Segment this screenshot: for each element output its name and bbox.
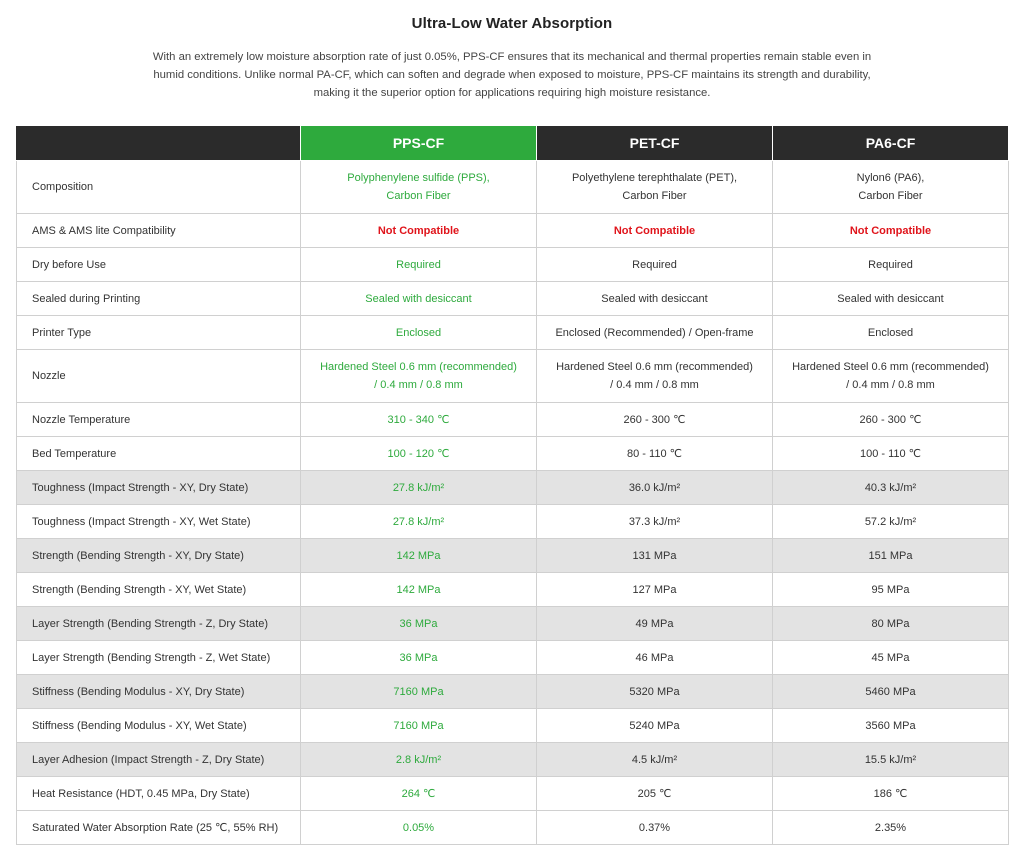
row-label: Stiffness (Bending Modulus - XY, Dry State) bbox=[17, 675, 301, 709]
pps-cf-value: 100 - 120 ℃ bbox=[301, 437, 537, 471]
pet-cf-value: 131 MPa bbox=[537, 539, 773, 573]
header-empty-cell bbox=[17, 126, 301, 161]
table-row bbox=[17, 471, 1009, 505]
pa6-cf-value: 45 MPa bbox=[773, 641, 1009, 675]
table-row bbox=[17, 505, 1009, 539]
row-label: Layer Strength (Bending Strength - Z, Dry State) bbox=[17, 607, 301, 641]
pa6-cf-value: 57.2 kJ/m² bbox=[773, 505, 1009, 539]
pet-cf-value: 5240 MPa bbox=[537, 709, 773, 743]
table-row bbox=[17, 403, 1009, 437]
table-row bbox=[17, 743, 1009, 777]
pps-cf-value: 264 ℃ bbox=[301, 777, 537, 811]
pps-cf-value: 7160 MPa bbox=[301, 709, 537, 743]
row-label: Nozzle bbox=[17, 350, 301, 403]
row-label: Strength (Bending Strength - XY, Wet State) bbox=[17, 573, 301, 607]
table-row bbox=[17, 214, 1009, 248]
row-label: Toughness (Impact Strength - XY, Dry State) bbox=[17, 471, 301, 505]
intro-paragraph: With an extremely low moisture absorption rate of just 0.05%, PPS-CF ensures that its mechanical and thermal properties remain stable even in humid conditions. Unlike normal PA-CF, which can soften and degrade when exposed to moisture, PPS-CF maintains its strength and durability, making it the superior option for applications requiring high moisture resistance. bbox=[152, 51, 872, 99]
row-label: Dry before Use bbox=[17, 248, 301, 282]
pet-cf-value: Required bbox=[537, 248, 773, 282]
pet-cf-value: Polyethylene terephthalate (PET), Carbon Fiber bbox=[537, 161, 773, 214]
header-pps-cf: PPS-CF bbox=[301, 126, 537, 161]
pet-cf-value: 37.3 kJ/m² bbox=[537, 505, 773, 539]
pet-cf-value: 46 MPa bbox=[537, 641, 773, 675]
pet-cf-value: Enclosed (Recommended) / Open-frame bbox=[537, 316, 773, 350]
pa6-cf-value: 100 - 110 ℃ bbox=[773, 437, 1009, 471]
table-header-row bbox=[17, 126, 1009, 161]
table-row bbox=[17, 282, 1009, 316]
pps-cf-value: Enclosed bbox=[301, 316, 537, 350]
row-label: Heat Resistance (HDT, 0.45 MPa, Dry State) bbox=[17, 777, 301, 811]
pa6-cf-value: 80 MPa bbox=[773, 607, 1009, 641]
row-label: Toughness (Impact Strength - XY, Wet State) bbox=[17, 505, 301, 539]
table-row bbox=[17, 248, 1009, 282]
table-row bbox=[17, 161, 1009, 214]
pet-cf-value: 260 - 300 ℃ bbox=[537, 403, 773, 437]
row-label: Stiffness (Bending Modulus - XY, Wet State) bbox=[17, 709, 301, 743]
table-row bbox=[17, 777, 1009, 811]
row-label: Layer Adhesion (Impact Strength - Z, Dry State) bbox=[17, 743, 301, 777]
pps-cf-value: 142 MPa bbox=[301, 573, 537, 607]
row-label: Printer Type bbox=[17, 316, 301, 350]
table-row bbox=[17, 811, 1009, 845]
row-label: Bed Temperature bbox=[17, 437, 301, 471]
pps-cf-value: 7160 MPa bbox=[301, 675, 537, 709]
pps-cf-value: 36 MPa bbox=[301, 641, 537, 675]
row-label: Nozzle Temperature bbox=[17, 403, 301, 437]
pet-cf-value: 127 MPa bbox=[537, 573, 773, 607]
pet-cf-value: 80 - 110 ℃ bbox=[537, 437, 773, 471]
pps-cf-value: 142 MPa bbox=[301, 539, 537, 573]
pps-cf-value: Required bbox=[301, 248, 537, 282]
pps-cf-value: 36 MPa bbox=[301, 607, 537, 641]
pet-cf-value: Sealed with desiccant bbox=[537, 282, 773, 316]
pps-cf-value: Polyphenylene sulfide (PPS), Carbon Fiber bbox=[301, 161, 537, 214]
pa6-cf-value: Enclosed bbox=[773, 316, 1009, 350]
table-body bbox=[17, 161, 1009, 845]
pet-cf-value: 5320 MPa bbox=[537, 675, 773, 709]
pa6-cf-value: 15.5 kJ/m² bbox=[773, 743, 1009, 777]
table-row bbox=[17, 573, 1009, 607]
pa6-cf-value: 40.3 kJ/m² bbox=[773, 471, 1009, 505]
pps-cf-value: 27.8 kJ/m² bbox=[301, 471, 537, 505]
pet-cf-value: 4.5 kJ/m² bbox=[537, 743, 773, 777]
row-label: Composition bbox=[17, 161, 301, 214]
pps-cf-value: Hardened Steel 0.6 mm (recommended) / 0.4 mm / 0.8 mm bbox=[301, 350, 537, 403]
row-label: Strength (Bending Strength - XY, Dry State) bbox=[17, 539, 301, 573]
pps-cf-value: 0.05% bbox=[301, 811, 537, 845]
table-row bbox=[17, 675, 1009, 709]
pps-cf-value: 27.8 kJ/m² bbox=[301, 505, 537, 539]
comparison-table bbox=[16, 125, 1009, 845]
pet-cf-value: Not Compatible bbox=[537, 214, 773, 248]
row-label: Sealed during Printing bbox=[17, 282, 301, 316]
pet-cf-value: 49 MPa bbox=[537, 607, 773, 641]
pa6-cf-value: Not Compatible bbox=[773, 214, 1009, 248]
pa6-cf-value: Nylon6 (PA6), Carbon Fiber bbox=[773, 161, 1009, 214]
pa6-cf-value: 186 ℃ bbox=[773, 777, 1009, 811]
pa6-cf-value: Hardened Steel 0.6 mm (recommended) / 0.4 mm / 0.8 mm bbox=[773, 350, 1009, 403]
section-title: Ultra-Low Water Absorption bbox=[411, 15, 613, 32]
pa6-cf-value: 95 MPa bbox=[773, 573, 1009, 607]
pa6-cf-value: Sealed with desiccant bbox=[773, 282, 1009, 316]
pa6-cf-value: 5460 MPa bbox=[773, 675, 1009, 709]
pps-cf-value: Not Compatible bbox=[301, 214, 537, 248]
table-row bbox=[17, 641, 1009, 675]
pet-cf-value: 205 ℃ bbox=[537, 777, 773, 811]
row-label: AMS & AMS lite Compatibility bbox=[17, 214, 301, 248]
header-pa6-cf: PA6-CF bbox=[773, 126, 1009, 161]
pet-cf-value: 0.37% bbox=[537, 811, 773, 845]
table-row bbox=[17, 607, 1009, 641]
row-label: Layer Strength (Bending Strength - Z, Wet State) bbox=[17, 641, 301, 675]
table-row bbox=[17, 316, 1009, 350]
pet-cf-value: 36.0 kJ/m² bbox=[537, 471, 773, 505]
table-row bbox=[17, 709, 1009, 743]
table-row bbox=[17, 350, 1009, 403]
pa6-cf-value: Required bbox=[773, 248, 1009, 282]
table-row bbox=[17, 437, 1009, 471]
pa6-cf-value: 151 MPa bbox=[773, 539, 1009, 573]
pa6-cf-value: 2.35% bbox=[773, 811, 1009, 845]
pet-cf-value: Hardened Steel 0.6 mm (recommended) / 0.4 mm / 0.8 mm bbox=[537, 350, 773, 403]
header-pet-cf: PET-CF bbox=[537, 126, 773, 161]
pa6-cf-value: 3560 MPa bbox=[773, 709, 1009, 743]
pa6-cf-value: 260 - 300 ℃ bbox=[773, 403, 1009, 437]
pps-cf-value: 310 - 340 ℃ bbox=[301, 403, 537, 437]
table-row bbox=[17, 539, 1009, 573]
pps-cf-value: Sealed with desiccant bbox=[301, 282, 537, 316]
row-label: Saturated Water Absorption Rate (25 ℃, 55% RH) bbox=[17, 811, 301, 845]
pps-cf-value: 2.8 kJ/m² bbox=[301, 743, 537, 777]
